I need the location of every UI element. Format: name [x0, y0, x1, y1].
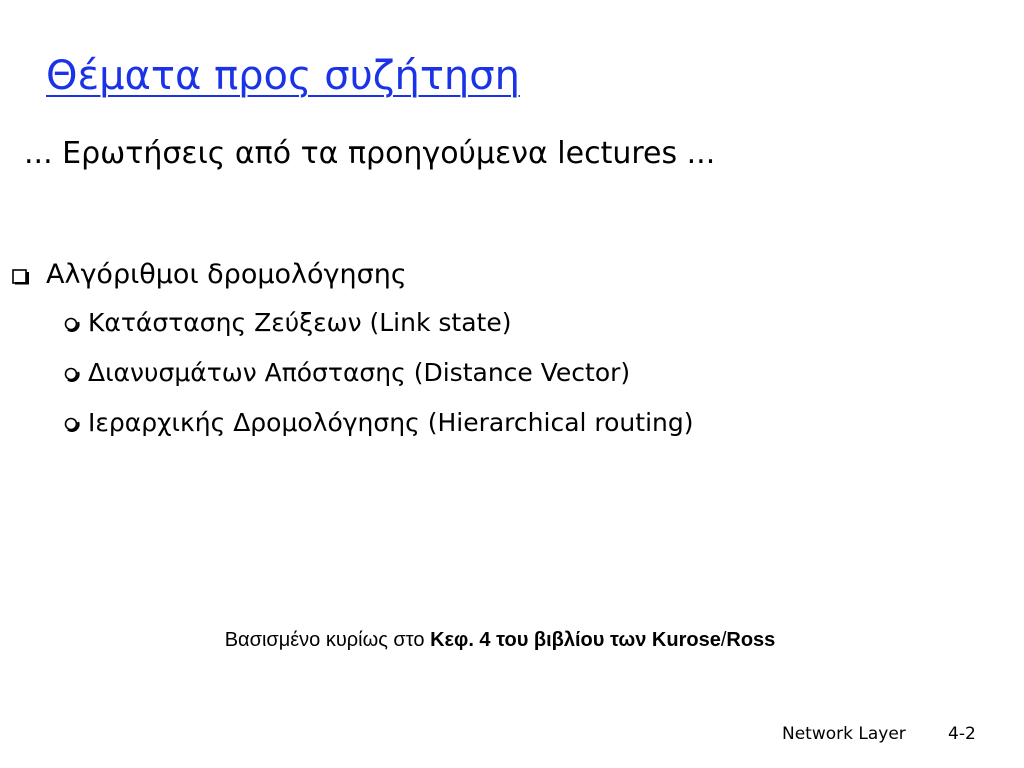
sub-bullet-distance-vector [64, 348, 694, 398]
source-footnote [0, 628, 1000, 652]
sub-bullet-label: Κατάστασης Ζεύξεων (Link state) [88, 308, 512, 338]
slide-subtitle: ... Ερωτήσεις από τα προηγούμενα lectures ... [24, 136, 716, 171]
footnote-prefix: Βασισμένο κυρίως στο [224, 629, 431, 651]
bullet-label: Αλγόριθμοι δρομολόγησης [46, 259, 407, 291]
footer-section-label: Network Layer [782, 724, 906, 744]
bullet-list [12, 252, 694, 448]
slide-title: Θέματα προς συζήτηση [46, 53, 520, 99]
circle-bullet-icon [64, 316, 80, 332]
footer-page-number: 4-2 [948, 724, 976, 744]
circle-bullet-icon [64, 366, 80, 382]
circle-bullet-icon [64, 416, 80, 432]
sub-bullet-label: Διανυσμάτων Απόστασης (Distance Vector) [88, 358, 631, 388]
footnote-slash: / [720, 629, 727, 651]
footnote-book-reference: Κεφ. 4 του βιβλίου των Kurose [430, 629, 721, 651]
square-bullet-icon [12, 267, 30, 285]
sub-bullet-hierarchical-routing [64, 398, 694, 448]
sub-bullet-label: Ιεραρχικής Δρομολόγησης (Hierarchical routing) [88, 408, 694, 438]
sub-bullet-link-state [64, 298, 694, 348]
footnote-author-ross: Ross [726, 629, 776, 651]
bullet-item-routing-algorithms [12, 252, 694, 298]
